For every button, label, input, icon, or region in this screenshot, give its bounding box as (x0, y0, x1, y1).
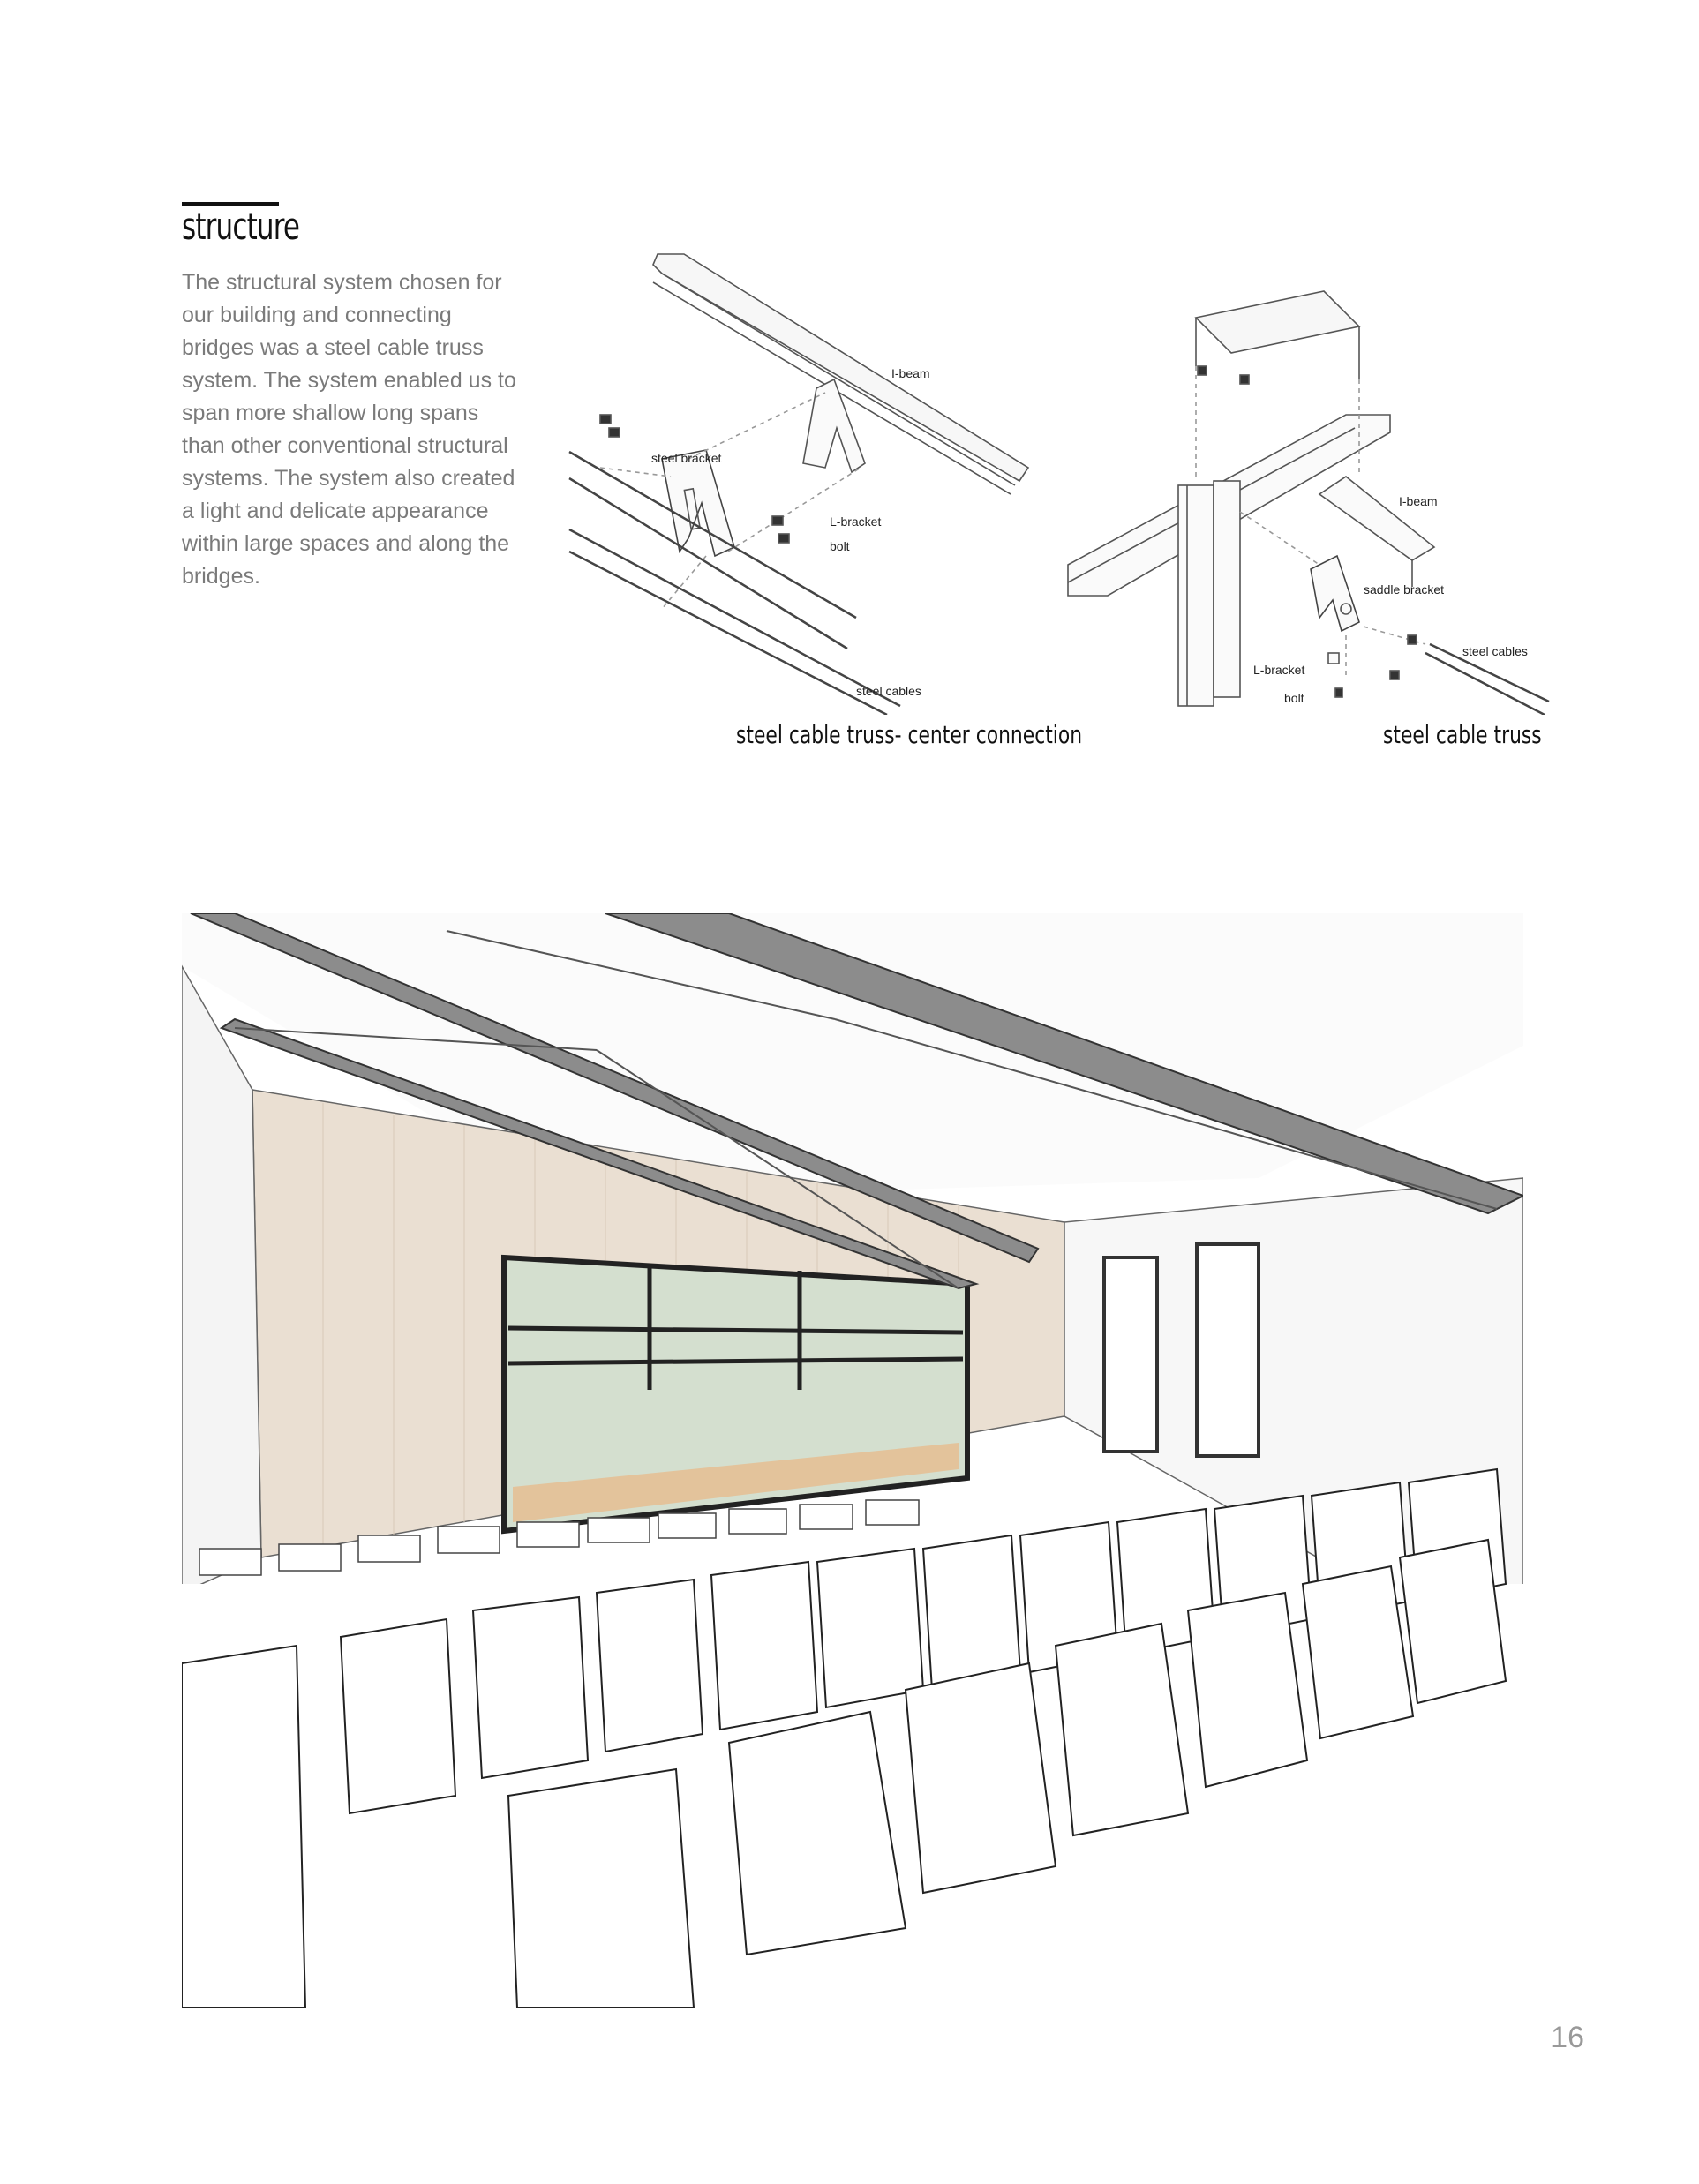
center-connection-diagram (530, 247, 1059, 715)
section-body: The structural system chosen for our building and connecting bridges was a steel cable truss system. The system enabled us to span more shallow long spans than other conventional structural systems. The system also created a light and delicate appearance within large spaces and along the bridges. (182, 270, 516, 589)
section-title: structure (182, 205, 300, 248)
auditorium-rendering (182, 913, 1523, 2008)
label-ibeam-center: I-beam (891, 366, 930, 380)
truss-diagram (1055, 282, 1558, 715)
label-steel-bracket: steel bracket (651, 451, 722, 465)
caption-center-connection: steel cable truss- center connection (736, 720, 1083, 749)
label-bolt-center: bolt (830, 539, 850, 553)
caption-steel-cable-truss: steel cable truss (1383, 720, 1542, 749)
page-number: 16 (1551, 2021, 1584, 2054)
label-l-bracket-truss: L-bracket (1253, 663, 1305, 677)
label-bolt-truss: bolt (1284, 691, 1304, 705)
label-l-bracket-center: L-bracket (830, 514, 882, 529)
label-ibeam-truss: I-beam (1399, 494, 1438, 508)
label-saddle-bracket: saddle bracket (1364, 582, 1445, 597)
label-steel-cables-center: steel cables (856, 684, 921, 698)
label-steel-cables-truss: steel cables (1462, 644, 1528, 658)
